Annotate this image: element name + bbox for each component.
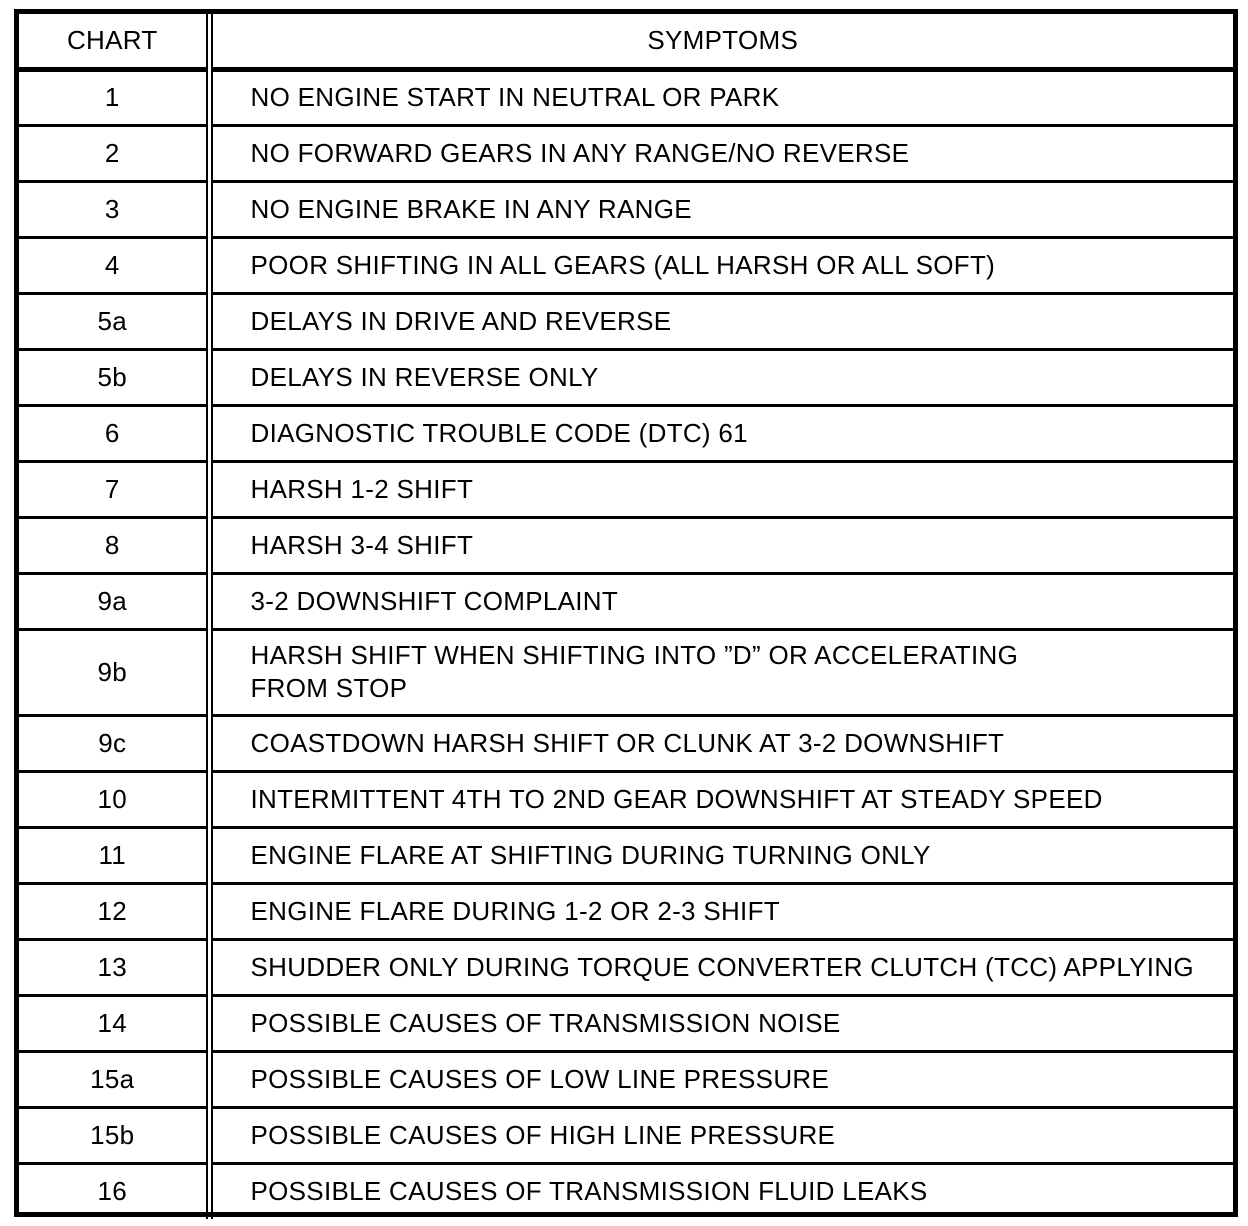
symptom-text: COASTDOWN HARSH SHIFT OR CLUNK AT 3-2 DOWNSHIFT [209, 715, 1233, 771]
column-header-symptoms: SYMPTOMS [209, 14, 1233, 69]
symptom-text: POSSIBLE CAUSES OF LOW LINE PRESSURE [209, 1051, 1233, 1107]
chart-number: 10 [19, 771, 209, 827]
chart-number: 9a [19, 573, 209, 629]
table-row [19, 461, 1233, 517]
symptom-text: POOR SHIFTING IN ALL GEARS (ALL HARSH OR ALL SOFT) [209, 237, 1233, 293]
table-row [19, 629, 1233, 715]
chart-number: 4 [19, 237, 209, 293]
table-row [19, 883, 1233, 939]
symptom-text: 3-2 DOWNSHIFT COMPLAINT [209, 573, 1233, 629]
table-row [19, 939, 1233, 995]
symptom-text: POSSIBLE CAUSES OF TRANSMISSION FLUID LEAKS [250, 1176, 928, 1207]
table-row [19, 573, 1233, 629]
chart-number: 5b [19, 349, 209, 405]
table-row [19, 237, 1233, 293]
symptom-text-line: HARSH SHIFT WHEN SHIFTING INTO ”D” OR ACCELERATING [250, 640, 1019, 670]
symptom-chart-table-frame [14, 9, 1238, 1217]
chart-number: 6 [19, 405, 209, 461]
table-row [19, 125, 1233, 181]
table-row [19, 1107, 1233, 1163]
chart-number: 9c [19, 715, 209, 771]
symptom-text: NO ENGINE START IN NEUTRAL OR PARK [209, 69, 1233, 125]
symptom-text: INTERMITTENT 4TH TO 2ND GEAR DOWNSHIFT AT STEADY SPEED [209, 771, 1233, 827]
symptom-text: SHUDDER ONLY DURING TORQUE CONVERTER CLUTCH (TCC) APPLYING [209, 939, 1233, 995]
symptom-text: POSSIBLE CAUSES OF HIGH LINE PRESSURE [209, 1107, 1233, 1163]
chart-number: 15a [19, 1051, 209, 1107]
chart-number: 5a [19, 293, 209, 349]
chart-number: 13 [19, 939, 209, 995]
table-row [19, 517, 1233, 573]
table-header-row [19, 14, 1233, 69]
table-row [19, 771, 1233, 827]
chart-number: 3 [19, 181, 209, 237]
table-row [19, 1163, 1233, 1219]
symptom-text-line: FROM STOP [250, 673, 408, 703]
chart-number: 11 [19, 827, 209, 883]
chart-number: 1 [19, 69, 209, 125]
chart-number: 7 [19, 461, 209, 517]
column-header-chart: CHART [19, 14, 209, 69]
table-row [19, 405, 1233, 461]
table-row [19, 293, 1233, 349]
table-row [19, 349, 1233, 405]
chart-number: 9b [19, 629, 209, 715]
table-row [19, 715, 1233, 771]
chart-number: 14 [19, 995, 209, 1051]
table-row [19, 181, 1233, 237]
symptom-text: NO ENGINE BRAKE IN ANY RANGE [209, 181, 1233, 237]
chart-number: 16 [19, 1163, 209, 1219]
symptom-text: DELAYS IN DRIVE AND REVERSE [209, 293, 1233, 349]
symptom-text: DELAYS IN REVERSE ONLY [209, 349, 1233, 405]
table-row [19, 827, 1233, 883]
symptom-chart-table [19, 14, 1233, 1219]
symptom-text: DIAGNOSTIC TROUBLE CODE (DTC) 61 [209, 405, 1233, 461]
table-row [19, 995, 1233, 1051]
symptom-text: POSSIBLE CAUSES OF TRANSMISSION NOISE [209, 995, 1233, 1051]
chart-number: 12 [19, 883, 209, 939]
symptom-text [209, 629, 1233, 715]
table-row [19, 69, 1233, 125]
symptom-text: HARSH 3-4 SHIFT [209, 517, 1233, 573]
chart-number: 15b [19, 1107, 209, 1163]
symptom-text: ENGINE FLARE AT SHIFTING DURING TURNING ONLY [209, 827, 1233, 883]
chart-number: 8 [19, 517, 209, 573]
symptom-text: HARSH 1-2 SHIFT [209, 461, 1233, 517]
symptom-text: NO FORWARD GEARS IN ANY RANGE/NO REVERSE [209, 125, 1233, 181]
chart-number: 2 [19, 125, 209, 181]
table-row [19, 1051, 1233, 1107]
symptom-text: ENGINE FLARE DURING 1-2 OR 2-3 SHIFT [209, 883, 1233, 939]
